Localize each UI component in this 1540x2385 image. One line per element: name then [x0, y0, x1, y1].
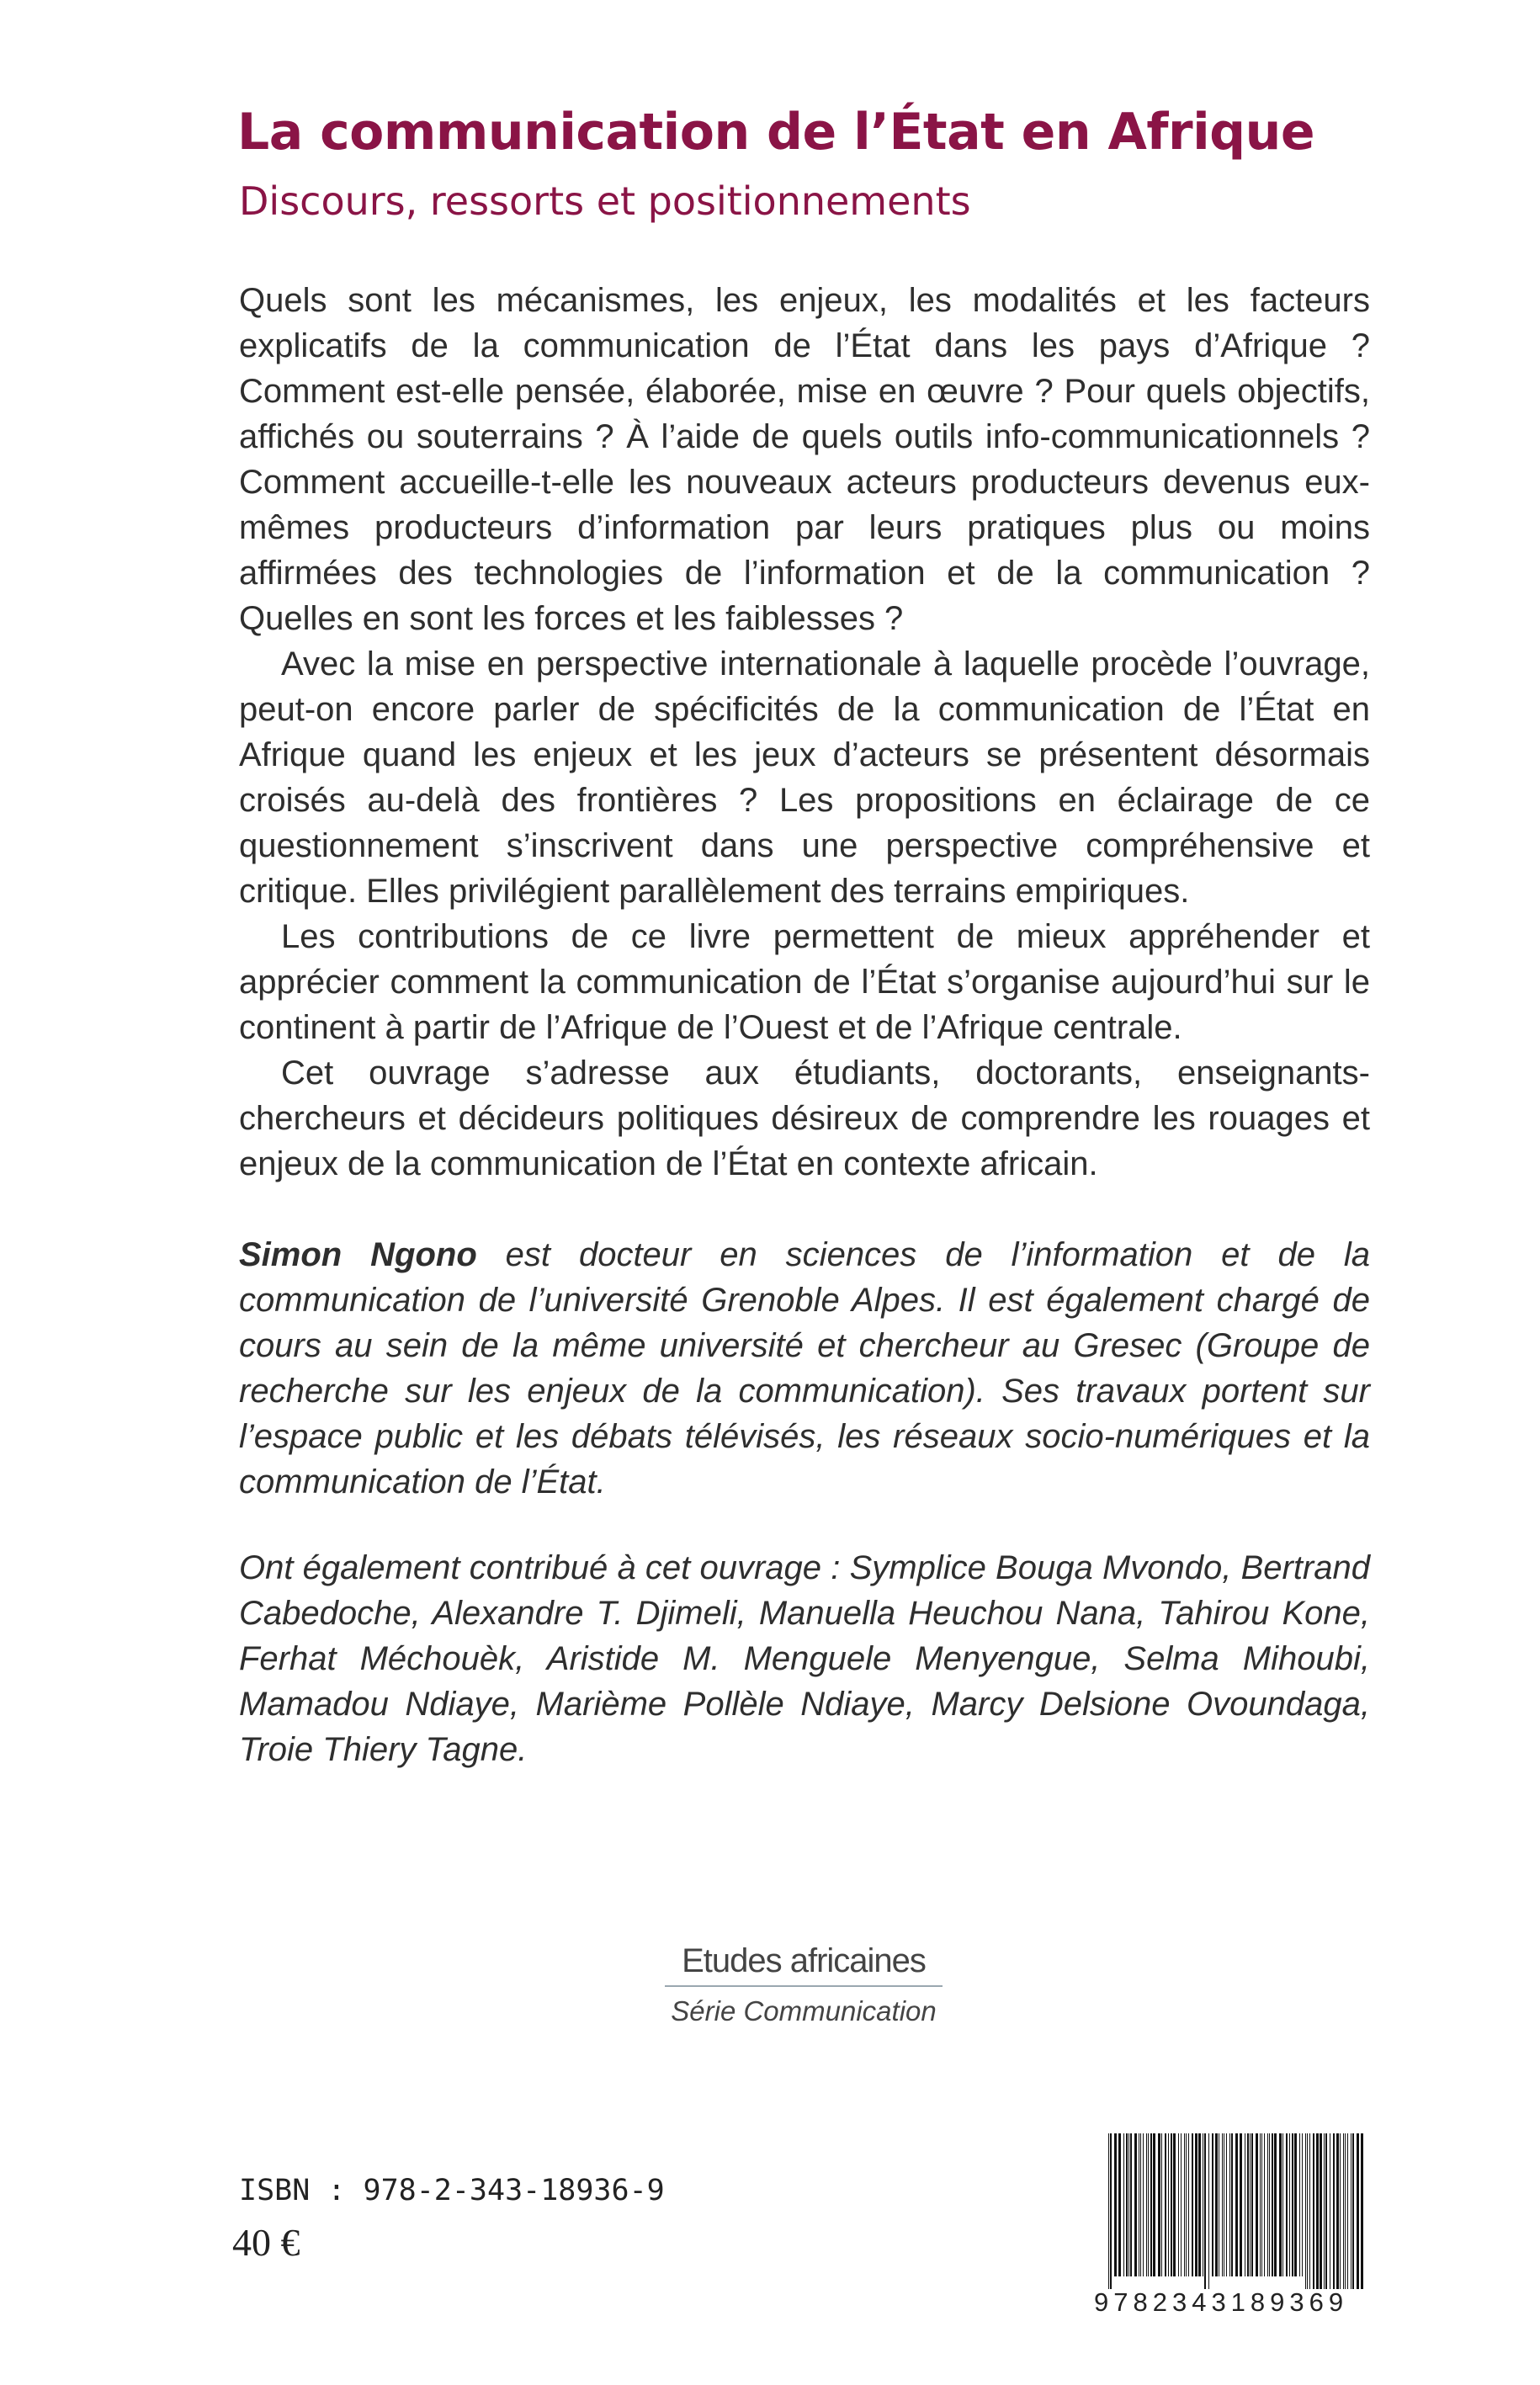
- barcode-bar: [1143, 2133, 1144, 2276]
- barcode-bar: [1260, 2133, 1261, 2276]
- price: 40 €: [232, 2221, 300, 2264]
- barcode-bar: [1267, 2133, 1268, 2276]
- barcode-bar: [1158, 2133, 1160, 2276]
- barcode-bar: [1204, 2133, 1206, 2289]
- book-title: La communication de l’État en Afrique: [237, 103, 1315, 162]
- intro-paragraph: Avec la mise en perspective internationale à laquelle procède l’ouvrage, peut-on encore parler de spécificités de la communication de l’État en Afrique quand les enjeux et les jeux d’acteurs se présentent désormais croisés au-delà des frontières ? Les propositions en éclairage de ce questionnement s’inscrivent dans une perspective compréhensive et critique. Elles privilégient parallèlement des terrains empiriques.: [239, 645, 1370, 910]
- barcode-bar: [1226, 2133, 1227, 2276]
- barcode-digits: 9782343189369: [1094, 2287, 1349, 2317]
- collection-block: [665, 1942, 943, 2027]
- barcode-bar: [1140, 2133, 1141, 2276]
- contributors: [239, 1545, 1370, 1772]
- barcode-bar: [1126, 2133, 1128, 2276]
- barcode-bar: [1198, 2133, 1201, 2276]
- barcode-bar: [1148, 2133, 1149, 2276]
- barcode-bar: [1171, 2133, 1172, 2276]
- barcode-bar: [1316, 2133, 1319, 2289]
- author-bio-text: est docteur en sciences de l’information et de la communication de l’université Grenoble Alpes. Il est également chargé de cours au sein de la même université et chercheur au Gresec (Groupe de recherche sur les enjeux de la communication). Ses travaux portent sur l’espace public et les débats télévisés, les réseaux socio-numériques et la communication de l’État.: [239, 1236, 1370, 1501]
- barcode-bar: [1146, 2133, 1147, 2276]
- barcode-bar: [1250, 2133, 1251, 2276]
- barcode-bar: [1345, 2133, 1346, 2289]
- book-subtitle: Discours, ressorts et positionnements: [239, 178, 971, 224]
- barcode-bar: [1222, 2133, 1223, 2276]
- barcode-bar: [1195, 2133, 1197, 2276]
- barcode-bar: [1272, 2133, 1273, 2276]
- barcode-bar: [1302, 2133, 1303, 2276]
- barcode-bar: [1313, 2133, 1314, 2289]
- barcode-bar: [1229, 2133, 1230, 2276]
- barcode-bar: [1333, 2133, 1335, 2289]
- barcode-bar: [1289, 2133, 1290, 2276]
- barcode-bar: [1325, 2133, 1327, 2289]
- barcode-bar: [1165, 2133, 1166, 2276]
- intro-text: [239, 278, 1370, 1187]
- barcode-bar: [1347, 2133, 1348, 2289]
- barcode-bar: [1299, 2133, 1300, 2276]
- barcode-bar: [1123, 2133, 1124, 2276]
- barcode-bar: [1188, 2133, 1189, 2276]
- collection-name: Etudes africaines: [682, 1942, 926, 1979]
- barcode-bar: [1153, 2133, 1155, 2276]
- barcode-bar: [1231, 2133, 1233, 2276]
- barcode-bar: [1192, 2133, 1193, 2276]
- barcode-bar: [1261, 2133, 1262, 2276]
- barcode-bar: [1240, 2133, 1242, 2276]
- barcode-bar: [1256, 2133, 1258, 2276]
- isbn: ISBN : 978-2-343-18936-9: [239, 2174, 665, 2207]
- collection-divider: [665, 1985, 943, 1987]
- barcode-bar: [1286, 2133, 1288, 2276]
- barcode-bar: [1184, 2133, 1185, 2276]
- barcode-bar: [1320, 2133, 1322, 2289]
- barcode-bar: [1305, 2133, 1306, 2289]
- barcode-bar: [1343, 2133, 1344, 2289]
- intro-paragraph: Les contributions de ce livre permettent de mieux appréhender et apprécier comment la communication de l’État s’organise aujourd’hui sur le continent à partir de l’Afrique de l’Ouest et de l’Afrique centrale.: [239, 918, 1370, 1046]
- barcode-bar: [1118, 2133, 1121, 2276]
- barcode-bar: [1212, 2133, 1213, 2276]
- barcode-bar: [1181, 2133, 1182, 2276]
- barcode-bar: [1352, 2133, 1354, 2289]
- barcode-bar: [1114, 2133, 1117, 2276]
- barcode-bar: [1134, 2133, 1137, 2276]
- barcode-bar: [1161, 2133, 1162, 2276]
- author-bio: [239, 1232, 1370, 1505]
- barcode-bar: [1361, 2133, 1363, 2289]
- collection-series: Série Communication: [671, 1995, 937, 2026]
- barcode-bar: [1247, 2133, 1249, 2276]
- author-bio-paragraph: [239, 1232, 1370, 1505]
- intro-paragraph: Quels sont les mécanismes, les enjeux, les modalités et les facteurs explicatifs de la communication de l’État dans les pays d’Afrique ? Comment est-elle pensée, élaborée, mise en œuvre ? Pour quels objectifs, affichés ou souterrains ? À l’aide de quels outils info-communicationnels ? Comment accueille-t-elle les nouveaux acteurs producteurs devenus eux-mêmes producteurs d’information par leurs pratiques plus ou moins affirmées des technologies de l’information et de la communication ? Quelles en sont les forces et les faiblesses ?: [239, 282, 1370, 637]
- barcode-bar: [1336, 2133, 1339, 2289]
- barcode-bar: [1274, 2133, 1277, 2276]
- barcode-bar: [1186, 2133, 1187, 2276]
- barcode-bar: [1294, 2133, 1297, 2276]
- barcode-bar: [1282, 2133, 1283, 2276]
- contributors-text: Ont également contribué à cet ouvrage : Symplice Bouga Mvondo, Bertrand Cabedoche, Alexandre T. Djimeli, Manuella Heuchou Nana, Tahirou Kone, Ferhat Méchouèk, Aristide M. Menguele Menyengue, Selma Mihoubi, Mamadou Ndiaye, Marième Pollèle Ndiaye, Marcy Delsione Ovoundaga, Troie Thiery Tagne.: [239, 1549, 1370, 1768]
- barcode-bar: [1110, 2133, 1112, 2289]
- barcode-bar: [1309, 2133, 1310, 2289]
- barcode-bar: [1357, 2133, 1359, 2289]
- barcode-bar: [1150, 2133, 1152, 2276]
- barcode-bar: [1215, 2133, 1218, 2276]
- barcode-bar: [1128, 2133, 1129, 2276]
- barcode-bar: [1208, 2133, 1209, 2289]
- barcode-bar: [1108, 2133, 1109, 2289]
- barcode-bar: [1168, 2133, 1169, 2276]
- barcode-bar: [1130, 2133, 1132, 2276]
- barcode-bar: [1324, 2133, 1325, 2289]
- barcode-bar: [1292, 2133, 1293, 2276]
- author-name: Simon Ngono: [239, 1236, 477, 1273]
- barcode-bar: [1251, 2133, 1253, 2276]
- barcode-bar: [1173, 2133, 1176, 2276]
- barcode-bar: [1178, 2133, 1179, 2276]
- barcode-bar: [1264, 2133, 1265, 2276]
- barcode-bar: [1235, 2133, 1238, 2276]
- intro-paragraph: Cet ouvrage s’adresse aux étudiants, doctorants, enseignants-chercheurs et décideurs politiques désireux de comprendre les rouages et enjeux de la communication de l’État en contexte africain.: [239, 1054, 1370, 1182]
- barcode-bar: [1269, 2133, 1270, 2276]
- barcode-bar: [1279, 2133, 1282, 2276]
- barcode: [1107, 2133, 1367, 2289]
- barcode-bar: [1307, 2133, 1308, 2289]
- barcode-bar: [1340, 2133, 1341, 2289]
